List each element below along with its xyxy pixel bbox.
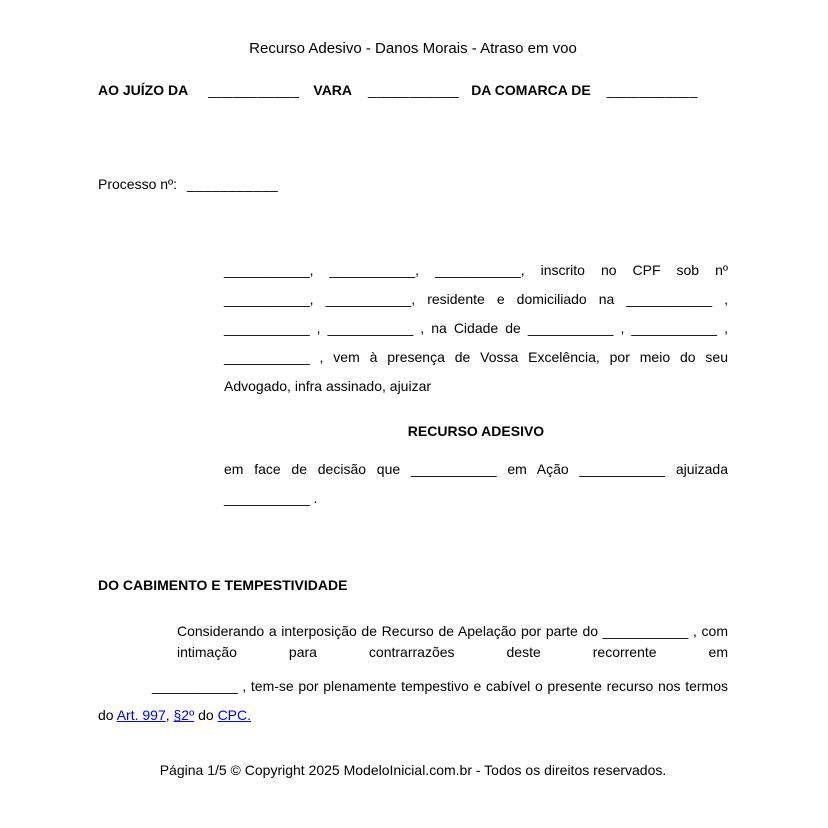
court-address-line xyxy=(98,82,728,98)
party-qualification-paragraph: ___________, ___________, ___________, inscrito no CPF sob nº ___________, ___________, residente e domiciliado na ___________ , ___________ , ___________ , na Cidade de ___________ , ___________ , ___________ , vem à presença de Vossa Excelência, por meio do seu Advogado, infra assinado, ajuizar xyxy=(224,262,728,394)
recourse-heading: RECURSO ADESIVO xyxy=(407,423,545,439)
link-art-997[interactable]: Art. 997 xyxy=(116,707,166,723)
court-part-1: AO JUÍZO DA xyxy=(98,82,189,98)
court-blank-1: ___________ xyxy=(208,82,300,98)
link-separator-comma: , xyxy=(165,707,174,723)
process-number-blank: ___________ xyxy=(187,176,279,192)
process-number-line xyxy=(98,176,728,192)
court-blank-3: ___________ xyxy=(606,82,698,98)
cabimento-paragraph-2 xyxy=(98,672,728,730)
page-footer-copyright: Página 1/5 © Copyright 2025 ModeloInicial.com.br - Todos os direitos reservados. xyxy=(159,762,667,778)
process-number-label: Processo nº: xyxy=(98,176,178,192)
section-heading-cabimento: DO CABIMENTO E TEMPESTIVIDADE xyxy=(98,577,348,593)
recourse-intro-paragraph: em face de decisão que ___________ em Ação ___________ ajuizada ___________ . xyxy=(224,461,728,506)
link-cpc[interactable]: CPC. xyxy=(217,707,252,723)
cabimento-paragraph-2-text: ___________ , tem-se por plenamente tempestivo e cabível o presente recurso nos termos do xyxy=(98,678,728,723)
court-blank-2: ___________ xyxy=(368,82,460,98)
cabimento-paragraph-1: Considerando a interposição de Recurso de Apelação por parte do ___________ , com intimação para contrarrazões deste recorrente em xyxy=(177,623,728,660)
court-part-3: DA COMARCA DE xyxy=(471,82,591,98)
link-separator-do: do xyxy=(194,707,218,723)
link-paragraph-2[interactable]: §2º xyxy=(173,707,195,723)
court-part-2: VARA xyxy=(313,82,353,98)
document-title: Recurso Adesivo - Danos Morais - Atraso em voo xyxy=(249,40,577,57)
